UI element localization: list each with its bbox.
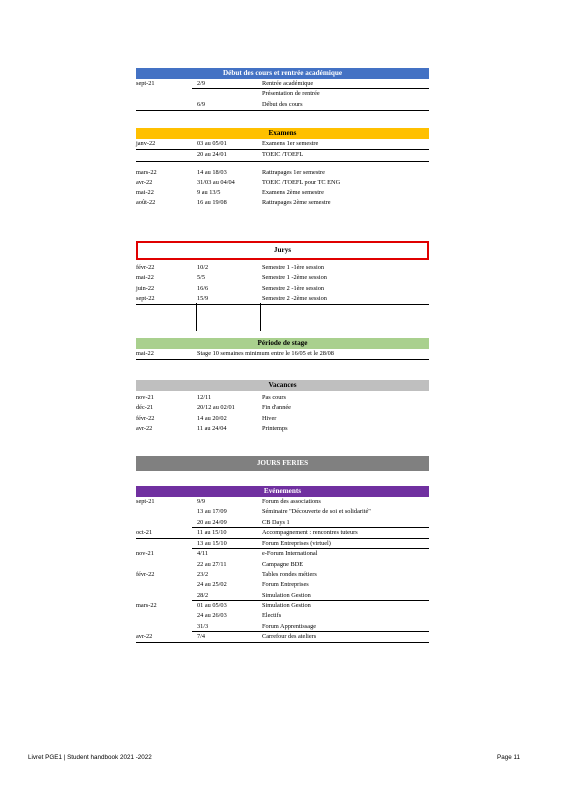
- table-row: [136, 601, 429, 611]
- month-cell: oct-21: [136, 528, 153, 536]
- section-header: Période de stage: [136, 338, 429, 349]
- section-stage: [136, 338, 429, 360]
- date-cell: 16 au 19/08: [197, 199, 227, 207]
- description-cell: Semestre 2 -2ème session: [262, 294, 327, 302]
- month-cell: sept-21: [136, 498, 155, 505]
- description-cell: TOEIC /TOEFL pour TC ENG: [262, 178, 341, 186]
- description-cell: Forum Entreprises (virtuel): [262, 540, 331, 548]
- date-cell: 28/2: [197, 591, 209, 599]
- column-divider: [260, 303, 261, 331]
- month-cell: févr-22: [136, 264, 155, 271]
- description-cell: Accompagnement : rencontres tuteurs: [262, 528, 358, 536]
- description-cell: CB Days 1: [262, 518, 290, 526]
- description-cell: Simulation Gestion: [262, 601, 311, 609]
- description-cell: Semestre 1 -2ème session: [262, 274, 327, 282]
- month-cell: avr-22: [136, 424, 153, 432]
- section-header: Début des cours et rentrée académique: [136, 68, 429, 79]
- table-row: [136, 518, 429, 528]
- month-cell: mars-22: [136, 601, 157, 609]
- table-row: [136, 284, 429, 294]
- section-header: Vacances: [136, 380, 429, 391]
- description-cell: Printemps: [262, 424, 288, 432]
- table-row: [136, 507, 429, 517]
- table-row: [136, 570, 429, 580]
- month-cell: avr-22: [136, 632, 153, 640]
- month-cell: avr-22: [136, 178, 153, 186]
- date-cell: 24 au 25/02: [197, 581, 227, 589]
- footer-left: Livret PGE1 | Student handbook 2021 -2022: [28, 754, 152, 761]
- description-cell: Semestre 1 -1ère session: [262, 264, 325, 271]
- table-row: [136, 549, 429, 559]
- date-cell: 20/12 au 02/01: [197, 404, 235, 412]
- rows: [136, 263, 429, 305]
- description-cell: Séminaire "Découverte de soi et solidarité": [262, 508, 371, 516]
- description-cell: Campagne BDE: [262, 560, 304, 568]
- date-cell: 20 au 24/01: [197, 151, 227, 159]
- table-row: [136, 414, 429, 424]
- date-cell: 14 au 18/03: [197, 168, 227, 176]
- date-cell: Stage 10 semaines minimum entre le 16/05 et le 28/08: [197, 350, 334, 357]
- description-cell: Présentation de rentrée: [262, 90, 320, 98]
- rows: [136, 349, 429, 360]
- table-row: [136, 539, 429, 549]
- month-cell: janv-22: [136, 140, 156, 147]
- date-cell: 31/03 au 04/04: [197, 178, 235, 186]
- date-cell: 31/3: [197, 622, 209, 630]
- date-cell: 23/2: [197, 571, 209, 579]
- description-cell: Forum Entreprises: [262, 581, 309, 589]
- description-cell: Pas cours: [262, 394, 286, 401]
- table-row: [136, 349, 429, 360]
- description-cell: Forum des associations: [262, 498, 321, 505]
- table-row: [136, 178, 429, 188]
- date-cell: 14 au 20/02: [197, 414, 227, 422]
- month-cell: févr-22: [136, 414, 155, 422]
- description-cell: Semestre 2 -1ère session: [262, 284, 325, 292]
- section-header: JOURS FERIES: [136, 456, 429, 471]
- section-jurys: [136, 241, 429, 305]
- description-cell: Examens 2ème semestre: [262, 189, 324, 197]
- month-cell: mai-22: [136, 274, 154, 282]
- date-cell: 2/9: [197, 80, 206, 87]
- rows: [136, 79, 429, 111]
- date-cell: 9 au 13/5: [197, 189, 221, 197]
- date-cell: 20 au 24/09: [197, 518, 227, 526]
- table-row: [136, 591, 429, 601]
- date-cell: 11 au 15/10: [197, 528, 227, 536]
- description-cell: Rentrée académique: [262, 80, 314, 87]
- month-cell: févr-22: [136, 571, 155, 579]
- date-cell: 16/6: [197, 284, 209, 292]
- table-row: [136, 188, 429, 198]
- rows: [136, 393, 429, 434]
- description-cell: Examens 1er semestre: [262, 140, 319, 147]
- date-cell: 12/11: [197, 394, 212, 401]
- section-feries: [136, 456, 429, 471]
- table-row: [136, 168, 429, 178]
- date-cell: 9/9: [197, 498, 206, 505]
- description-cell: Début des cours: [262, 100, 303, 108]
- month-cell: sept-21: [136, 80, 155, 87]
- table-row: [136, 393, 429, 403]
- table-row: [136, 139, 429, 150]
- date-cell: 03 au 05/01: [197, 140, 227, 147]
- table-row: [136, 89, 429, 99]
- section-header: Evénements: [136, 486, 429, 497]
- table-row: [136, 528, 429, 539]
- month-cell: déc-21: [136, 404, 154, 412]
- month-cell: sept-22: [136, 294, 155, 302]
- date-cell: 13 au 15/10: [197, 540, 227, 548]
- table-row: [136, 580, 429, 590]
- table-row: [136, 79, 429, 89]
- rows: [136, 497, 429, 643]
- table-row: [136, 611, 429, 621]
- table-row: [136, 150, 429, 161]
- table-row: [136, 560, 429, 570]
- date-cell: 01 au 05/03: [197, 601, 227, 609]
- section-header: Examens: [136, 128, 429, 139]
- month-cell: juin-22: [136, 284, 155, 292]
- table-row: [136, 403, 429, 413]
- table-row: [136, 632, 429, 643]
- date-cell: 7/4: [197, 632, 206, 640]
- date-cell: 11 au 24/04: [197, 424, 227, 432]
- month-cell: mai-22: [136, 189, 154, 197]
- table-row: [136, 100, 429, 111]
- section-examens: [136, 128, 429, 209]
- table-row: [136, 294, 429, 305]
- description-cell: Tables rondes métiers: [262, 571, 317, 579]
- table-row: [136, 424, 429, 434]
- date-cell: 24 au 26/03: [197, 612, 227, 620]
- section-vacances: [136, 380, 429, 434]
- description-cell: Rattrapages 2ème semestre: [262, 199, 331, 207]
- description-cell: Simulation Gestion: [262, 591, 311, 599]
- date-cell: 5/5: [197, 274, 206, 282]
- date-cell: 13 au 17/09: [197, 508, 227, 516]
- section-evenements: [136, 486, 429, 643]
- description-cell: TOEIC /TOEFL: [262, 151, 304, 159]
- date-cell: 15/9: [197, 294, 209, 302]
- table-row: [136, 198, 429, 208]
- column-divider: [196, 303, 197, 331]
- footer-page-number: Page 11: [497, 754, 520, 761]
- date-cell: 4/11: [197, 550, 208, 558]
- month-cell: nov-21: [136, 550, 154, 558]
- description-cell: Rattrapages 1er semestre: [262, 168, 325, 176]
- description-cell: Forum Apprentissage: [262, 622, 317, 630]
- date-cell: 10/2: [197, 264, 209, 271]
- month-cell: mars-22: [136, 168, 157, 176]
- month-cell: mai-22: [136, 350, 154, 357]
- table-row: [136, 622, 429, 632]
- description-cell: e-Forum International: [262, 550, 318, 558]
- description-cell: Electifs: [262, 612, 282, 620]
- section-header: Jurys: [136, 241, 429, 260]
- month-cell: août-22: [136, 199, 156, 207]
- date-cell: 22 au 27/11: [197, 560, 227, 568]
- rows: [136, 139, 429, 209]
- description-cell: Carrefour des ateliers: [262, 632, 317, 640]
- month-cell: nov-21: [136, 394, 154, 401]
- description-cell: Fin d'année: [262, 404, 291, 412]
- table-row: [136, 497, 429, 507]
- date-cell: 6/9: [197, 100, 206, 108]
- section-debut: [136, 68, 429, 111]
- table-row: [136, 263, 429, 273]
- description-cell: Hiver: [262, 414, 277, 422]
- table-row: [136, 273, 429, 283]
